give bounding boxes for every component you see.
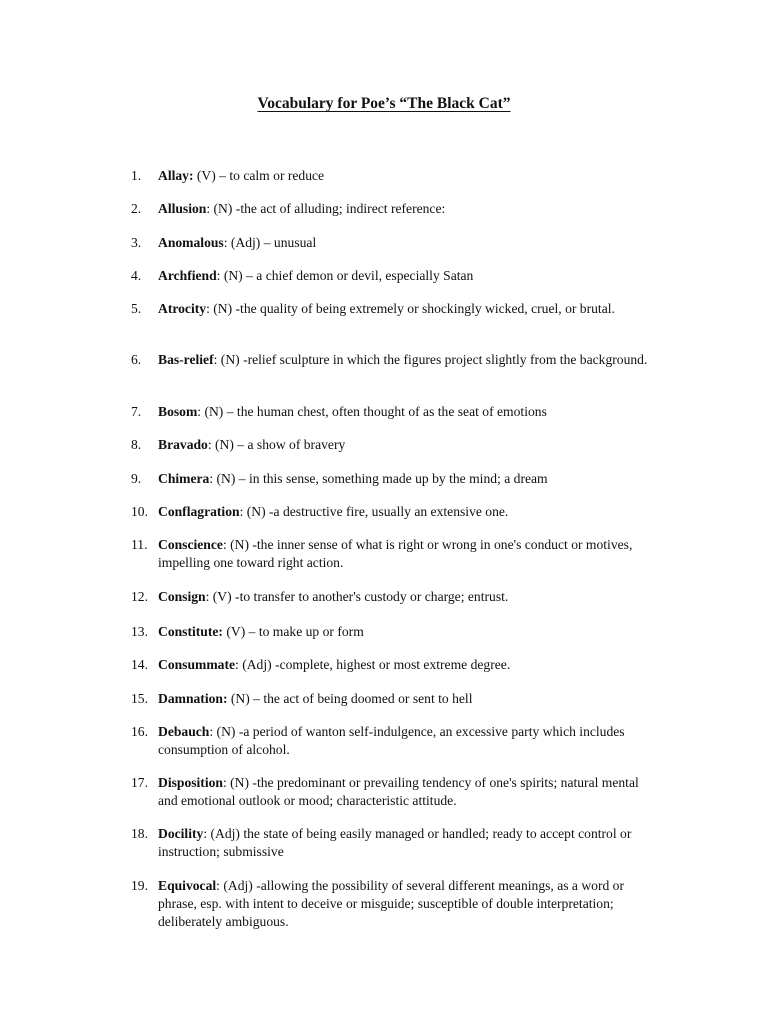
item-body [158, 877, 651, 931]
list-item [131, 825, 651, 861]
item-number: 16. [131, 724, 148, 739]
item-body [158, 536, 651, 572]
item-body [158, 723, 651, 759]
list-item [131, 267, 651, 285]
list-item [131, 588, 651, 606]
vocab-term: Archfiend [158, 268, 217, 283]
vocab-definition: : (V) -to transfer to another's custody or charge; entrust. [205, 589, 509, 604]
vocab-term: Equivocal [158, 878, 217, 893]
vocab-term: Constitute: [158, 624, 223, 639]
list-item [131, 723, 651, 759]
item-body [158, 403, 651, 421]
vocab-term: Allay: [158, 168, 194, 183]
vocab-definition: : (N) -a period of wanton self-indulgence, an excessive party which includes consumption of alcohol. [158, 724, 625, 757]
vocab-term: Allusion [158, 201, 207, 216]
vocab-term: Conscience [158, 537, 223, 552]
list-item [131, 234, 651, 252]
list-item [131, 877, 651, 931]
item-number: 15. [131, 691, 148, 706]
vocab-definition: : (Adj) -complete, highest or most extreme degree. [235, 657, 511, 672]
item-number: 4. [131, 268, 142, 283]
item-number: 7. [131, 404, 142, 419]
vocab-definition: : (Adj) the state of being easily managed or handled; ready to accept control or instruction; submissive [158, 826, 632, 859]
vocab-definition: (V) – to calm or reduce [193, 168, 325, 183]
vocab-definition: : (N) -the inner sense of what is right or wrong in one's conduct or motives, impelling one toward right action. [158, 537, 633, 570]
vocab-definition: : (Adj) – unusual [223, 235, 317, 250]
list-item [131, 200, 651, 218]
vocab-definition: : (N) -a destructive fire, usually an extensive one. [239, 504, 509, 519]
item-number: 13. [131, 624, 148, 639]
item-body [158, 656, 651, 674]
item-number: 19. [131, 878, 148, 893]
item-number: 3. [131, 235, 142, 250]
item-body [158, 623, 651, 641]
item-body [158, 774, 651, 810]
item-number: 11. [131, 537, 148, 552]
item-body [158, 234, 651, 252]
vocab-term: Atrocity [158, 301, 207, 316]
vocab-definition: : (N) – in this sense, something made up by the mind; a dream [209, 471, 548, 486]
list-item [131, 774, 651, 810]
vocab-term: Docility [158, 826, 204, 841]
vocab-definition: (N) – the act of being doomed or sent to hell [227, 691, 473, 706]
item-number: 17. [131, 775, 148, 790]
list-item [131, 470, 651, 488]
item-number: 18. [131, 826, 148, 841]
item-number: 6. [131, 352, 142, 367]
vocab-term: Conflagration [158, 504, 240, 519]
page-title-text: Vocabulary for Poe’s “The Black Cat” [257, 95, 511, 112]
item-number: 10. [131, 504, 148, 519]
item-body [158, 351, 651, 369]
list-item [131, 436, 651, 454]
list-item [131, 503, 651, 521]
page-title [0, 94, 768, 114]
list-item [131, 536, 651, 572]
vocab-definition: : (N) -the quality of being extremely or shockingly wicked, cruel, or brutal. [206, 301, 615, 316]
list-item [131, 656, 651, 674]
vocab-definition: : (Adj) -allowing the possibility of several different meanings, as a word or phrase, esp. with intent to deceive or misguide; susceptible of double interpretation; deliberately ambiguous. [158, 878, 625, 929]
item-body [158, 267, 651, 285]
item-body [158, 470, 651, 488]
item-number: 8. [131, 437, 142, 452]
item-number: 12. [131, 589, 148, 604]
item-number: 5. [131, 301, 142, 316]
item-body [158, 588, 651, 606]
item-body [158, 436, 651, 454]
vocab-term: Bravado [158, 437, 208, 452]
vocab-definition: : (N) – a show of bravery [207, 437, 346, 452]
vocab-term: Disposition [158, 775, 223, 790]
list-item [131, 690, 651, 708]
item-body [158, 300, 651, 318]
vocab-definition: : (N) -the act of alluding; indirect reference: [206, 201, 446, 216]
vocab-term: Chimera [158, 471, 210, 486]
list-item [131, 300, 651, 318]
vocab-term: Damnation: [158, 691, 228, 706]
vocab-term: Anomalous [158, 235, 224, 250]
vocab-term: Consign [158, 589, 206, 604]
list-item [131, 403, 651, 421]
item-body [158, 200, 651, 218]
item-body [158, 503, 651, 521]
vocab-term: Consummate [158, 657, 236, 672]
vocab-term: Bosom [158, 404, 198, 419]
list-item [131, 351, 651, 369]
item-body [158, 825, 651, 861]
list-item [131, 167, 651, 185]
list-item [131, 623, 651, 641]
vocab-term: Debauch [158, 724, 210, 739]
item-number: 2. [131, 201, 142, 216]
item-body [158, 690, 651, 708]
vocab-definition: : (N) -the predominant or prevailing tendency of one's spirits; natural mental and emotional outlook or mood; characteristic attitude. [158, 775, 639, 808]
item-number: 14. [131, 657, 148, 672]
vocab-term: Bas-relief [158, 352, 214, 367]
vocab-definition: : (N) – a chief demon or devil, especially Satan [216, 268, 474, 283]
item-number: 1. [131, 168, 142, 183]
vocab-definition: : (N) – the human chest, often thought of as the seat of emotions [197, 404, 547, 419]
vocab-definition: : (N) -relief sculpture in which the figures project slightly from the background. [213, 352, 648, 367]
vocab-definition: (V) – to make up or form [222, 624, 364, 639]
item-number: 9. [131, 471, 142, 486]
item-body [158, 167, 651, 185]
